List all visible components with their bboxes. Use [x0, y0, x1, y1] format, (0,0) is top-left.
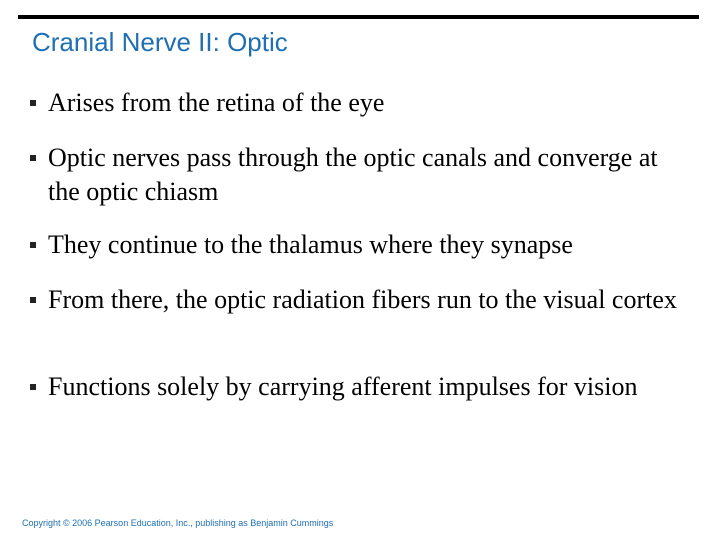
bullet-text: They continue to the thalamus where they synapse — [48, 230, 573, 259]
bullet-text: Optic nerves pass through the optic canals and converge at the optic chiasm — [48, 143, 658, 206]
bullet-text: Functions solely by carrying afferent impulses for vision — [48, 372, 638, 401]
square-bullet-icon — [30, 384, 36, 390]
square-bullet-icon — [30, 297, 36, 303]
square-bullet-icon — [30, 242, 36, 248]
copyright-footer: Copyright © 2006 Pearson Education, Inc., publishing as Benjamin Cummings — [22, 518, 334, 528]
bullet-text: Arises from the retina of the eye — [48, 88, 385, 117]
square-bullet-icon — [30, 155, 36, 161]
slide-title: Cranial Nerve II: Optic — [32, 27, 288, 57]
square-bullet-icon — [30, 100, 36, 106]
bullet-text: From there, the optic radiation fibers run to the visual cortex — [48, 285, 677, 314]
title-rule — [18, 15, 699, 19]
